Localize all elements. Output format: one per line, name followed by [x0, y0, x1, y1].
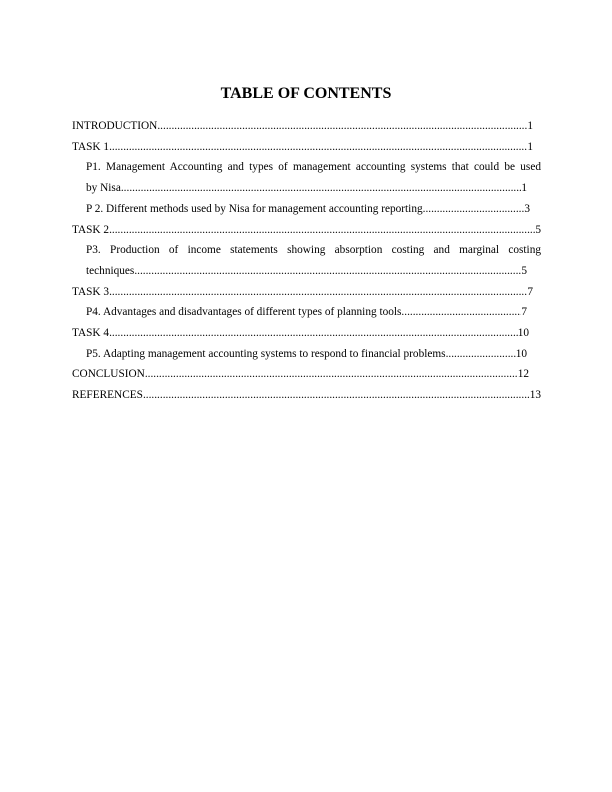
toc-entry-label: P 2. Different methods used by Nisa for management accounting reporting: [86, 202, 423, 215]
toc-entry-task-3[interactable]: [72, 282, 541, 303]
toc-entry-label: TASK 1: [72, 140, 110, 153]
toc-entry-label: TASK 2: [72, 223, 110, 236]
toc-page-number: 7: [521, 306, 527, 319]
toc-entry-label: INTRODUCTION: [72, 120, 158, 132]
toc-entry-label: TASK 3: [72, 285, 110, 298]
toc-page-number: 10: [515, 347, 527, 360]
toc-page-number: 10: [517, 327, 529, 340]
toc-entry-label-line-1: P3. Production of income statements showing absorption costing and marginal costing: [86, 244, 541, 257]
toc-entry-label: CONCLUSION: [72, 368, 145, 381]
toc-entry-label: P4. Advantages and disadvantages of different types of planning tools: [86, 306, 402, 319]
dot-leader: [109, 282, 527, 303]
toc-page-number: 1: [527, 140, 533, 153]
page-title: TABLE OF CONTENTS: [220, 85, 392, 102]
dot-leader: [401, 302, 521, 323]
toc-entry-task-2[interactable]: [72, 220, 541, 241]
toc-list: [72, 116, 541, 406]
toc-page-number: 1: [521, 182, 527, 195]
toc-entry-references[interactable]: [72, 385, 541, 406]
toc-page-number: 12: [517, 368, 529, 381]
toc-entry-label: P5. Adapting management accounting systems to respond to financial problems: [86, 347, 446, 360]
dot-leader: [145, 364, 518, 385]
dot-leader: [423, 199, 525, 220]
toc-entry-p4[interactable]: [72, 302, 541, 323]
toc-entry-label-line-1: P1. Management Accounting and types of management accounting systems that could be used: [86, 161, 541, 174]
toc-entry-p2[interactable]: [72, 199, 541, 220]
toc-page-number: 3: [524, 202, 530, 215]
toc-entry-conclusion[interactable]: [72, 364, 541, 385]
toc-entry-p1[interactable]: [72, 157, 541, 198]
dot-leader: [109, 323, 518, 344]
dot-leader: [109, 220, 535, 241]
dot-leader: [143, 385, 530, 406]
toc-entry-p3[interactable]: [72, 240, 541, 281]
toc-entry-label: by Nisa: [86, 182, 121, 195]
toc-entry-task-1[interactable]: [72, 137, 541, 158]
dot-leader: [109, 137, 527, 158]
dot-leader: [446, 344, 516, 365]
toc-page-number: 13: [529, 389, 541, 402]
toc-entry-label: TASK 4: [72, 327, 110, 340]
toc-entry-introduction[interactable]: [72, 116, 541, 137]
dot-leader: [157, 116, 527, 137]
dot-leader: [121, 178, 522, 199]
toc-page-number: 7: [527, 285, 533, 298]
toc-entry-p5[interactable]: [72, 344, 541, 365]
toc-entry-task-4[interactable]: [72, 323, 541, 344]
toc-entry-label: techniques: [86, 264, 135, 277]
dot-leader: [134, 261, 521, 282]
toc-page-number: 1: [527, 120, 533, 132]
toc-page-number: 5: [535, 223, 541, 236]
toc-entry-label: REFERENCES: [72, 389, 143, 402]
toc-page-number: 5: [521, 264, 527, 277]
